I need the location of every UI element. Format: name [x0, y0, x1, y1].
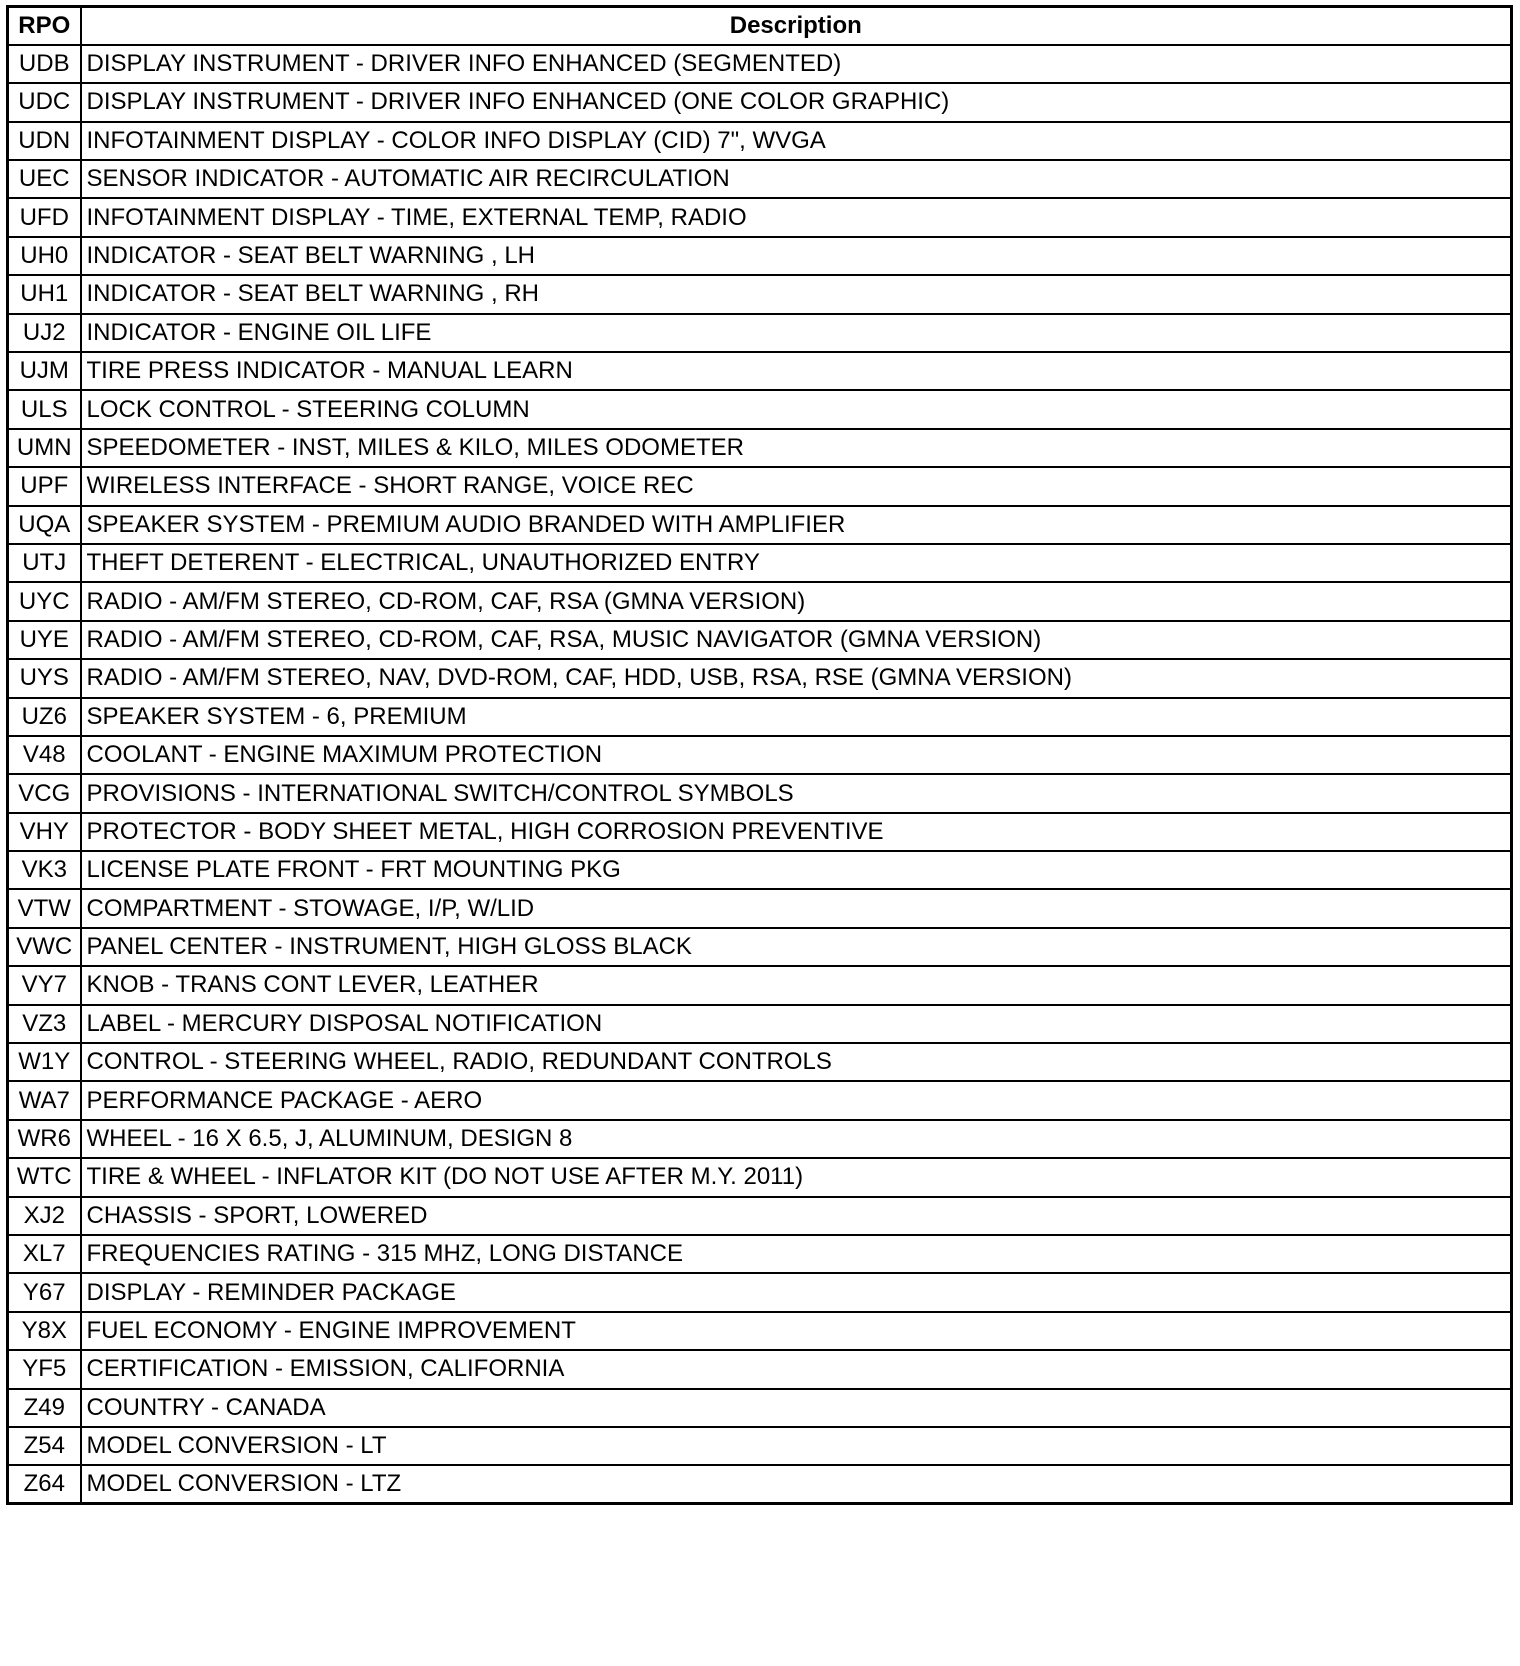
rpo-code-cell: WA7 — [8, 1081, 81, 1119]
description-cell: COUNTRY - CANADA — [81, 1389, 1512, 1427]
table-row — [8, 122, 1512, 160]
rpo-code-cell: UYE — [8, 621, 81, 659]
table-row — [8, 544, 1512, 582]
rpo-code-cell: UQA — [8, 506, 81, 544]
table-row — [8, 889, 1512, 927]
description-cell: MODEL CONVERSION - LT — [81, 1427, 1512, 1465]
table-row — [8, 314, 1512, 352]
description-cell: COMPARTMENT - STOWAGE, I/P, W/LID — [81, 889, 1512, 927]
table-row — [8, 1081, 1512, 1119]
rpo-code-cell: WTC — [8, 1158, 81, 1196]
rpo-code-cell: XJ2 — [8, 1197, 81, 1235]
table-row — [8, 1043, 1512, 1081]
table-row — [8, 390, 1512, 428]
header-rpo: RPO — [8, 7, 81, 45]
description-cell: SPEEDOMETER - INST, MILES & KILO, MILES ODOMETER — [81, 429, 1512, 467]
description-cell: DISPLAY INSTRUMENT - DRIVER INFO ENHANCED (SEGMENTED) — [81, 45, 1512, 83]
description-cell: LABEL - MERCURY DISPOSAL NOTIFICATION — [81, 1005, 1512, 1043]
description-cell: RADIO - AM/FM STEREO, CD-ROM, CAF, RSA, MUSIC NAVIGATOR (GMNA VERSION) — [81, 621, 1512, 659]
table-body — [8, 45, 1512, 1504]
description-cell: LOCK CONTROL - STEERING COLUMN — [81, 390, 1512, 428]
table-row — [8, 275, 1512, 313]
description-cell: CONTROL - STEERING WHEEL, RADIO, REDUNDANT CONTROLS — [81, 1043, 1512, 1081]
rpo-code-cell: UDC — [8, 83, 81, 121]
rpo-code-cell: UFD — [8, 198, 81, 236]
rpo-code-cell: UMN — [8, 429, 81, 467]
table-row — [8, 621, 1512, 659]
table-row — [8, 1235, 1512, 1273]
table-row — [8, 1389, 1512, 1427]
rpo-code-cell: UDN — [8, 122, 81, 160]
rpo-code-cell: WR6 — [8, 1120, 81, 1158]
table-row — [8, 1197, 1512, 1235]
description-cell: INDICATOR - SEAT BELT WARNING , RH — [81, 275, 1512, 313]
description-cell: WHEEL - 16 X 6.5, J, ALUMINUM, DESIGN 8 — [81, 1120, 1512, 1158]
description-cell: RADIO - AM/FM STEREO, CD-ROM, CAF, RSA (GMNA VERSION) — [81, 582, 1512, 620]
table-row — [8, 698, 1512, 736]
table-row — [8, 429, 1512, 467]
description-cell: DISPLAY INSTRUMENT - DRIVER INFO ENHANCED (ONE COLOR GRAPHIC) — [81, 83, 1512, 121]
rpo-code-cell: V48 — [8, 736, 81, 774]
rpo-code-cell: YF5 — [8, 1350, 81, 1388]
rpo-code-cell: VTW — [8, 889, 81, 927]
rpo-code-cell: VHY — [8, 813, 81, 851]
table-row — [8, 966, 1512, 1004]
rpo-code-cell: Y8X — [8, 1312, 81, 1350]
table-row — [8, 1273, 1512, 1311]
rpo-code-cell: UH0 — [8, 237, 81, 275]
description-cell: INFOTAINMENT DISPLAY - COLOR INFO DISPLAY (CID) 7", WVGA — [81, 122, 1512, 160]
rpo-code-cell: VWC — [8, 928, 81, 966]
description-cell: COOLANT - ENGINE MAXIMUM PROTECTION — [81, 736, 1512, 774]
description-cell: CHASSIS - SPORT, LOWERED — [81, 1197, 1512, 1235]
description-cell: THEFT DETERENT - ELECTRICAL, UNAUTHORIZED ENTRY — [81, 544, 1512, 582]
table-row — [8, 467, 1512, 505]
description-cell: FUEL ECONOMY - ENGINE IMPROVEMENT — [81, 1312, 1512, 1350]
table-row — [8, 506, 1512, 544]
table-row — [8, 1005, 1512, 1043]
description-cell: FREQUENCIES RATING - 315 MHZ, LONG DISTANCE — [81, 1235, 1512, 1273]
rpo-code-cell: VZ3 — [8, 1005, 81, 1043]
table-row — [8, 1158, 1512, 1196]
table-row — [8, 774, 1512, 812]
rpo-code-cell: XL7 — [8, 1235, 81, 1273]
description-cell: LICENSE PLATE FRONT - FRT MOUNTING PKG — [81, 851, 1512, 889]
rpo-code-cell: VCG — [8, 774, 81, 812]
table-row — [8, 1312, 1512, 1350]
description-cell: SENSOR INDICATOR - AUTOMATIC AIR RECIRCULATION — [81, 160, 1512, 198]
table-row — [8, 237, 1512, 275]
table-row — [8, 928, 1512, 966]
rpo-code-cell: Z64 — [8, 1465, 81, 1503]
description-cell: INDICATOR - SEAT BELT WARNING , LH — [81, 237, 1512, 275]
description-cell: TIRE PRESS INDICATOR - MANUAL LEARN — [81, 352, 1512, 390]
table-row — [8, 1427, 1512, 1465]
table-row — [8, 198, 1512, 236]
rpo-code-cell: ULS — [8, 390, 81, 428]
description-cell: PROVISIONS - INTERNATIONAL SWITCH/CONTROL SYMBOLS — [81, 774, 1512, 812]
table-row — [8, 83, 1512, 121]
table-row — [8, 1120, 1512, 1158]
table-row — [8, 736, 1512, 774]
table-header-row — [8, 7, 1512, 45]
description-cell: TIRE & WHEEL - INFLATOR KIT (DO NOT USE AFTER M.Y. 2011) — [81, 1158, 1512, 1196]
table-row — [8, 813, 1512, 851]
description-cell: WIRELESS INTERFACE - SHORT RANGE, VOICE REC — [81, 467, 1512, 505]
table-row — [8, 582, 1512, 620]
rpo-code-cell: W1Y — [8, 1043, 81, 1081]
rpo-code-cell: UEC — [8, 160, 81, 198]
table-row — [8, 352, 1512, 390]
table-row — [8, 1350, 1512, 1388]
rpo-code-cell: UZ6 — [8, 698, 81, 736]
table-row — [8, 659, 1512, 697]
table-row — [8, 1465, 1512, 1503]
table-row — [8, 45, 1512, 83]
rpo-code-cell: UYC — [8, 582, 81, 620]
rpo-code-cell: UDB — [8, 45, 81, 83]
description-cell: INDICATOR - ENGINE OIL LIFE — [81, 314, 1512, 352]
rpo-code-cell: UH1 — [8, 275, 81, 313]
description-cell: CERTIFICATION - EMISSION, CALIFORNIA — [81, 1350, 1512, 1388]
rpo-code-cell: UYS — [8, 659, 81, 697]
table-row — [8, 160, 1512, 198]
description-cell: MODEL CONVERSION - LTZ — [81, 1465, 1512, 1503]
rpo-description-table — [6, 5, 1513, 1505]
rpo-code-cell: VY7 — [8, 966, 81, 1004]
description-cell: INFOTAINMENT DISPLAY - TIME, EXTERNAL TEMP, RADIO — [81, 198, 1512, 236]
header-description: Description — [81, 7, 1512, 45]
rpo-code-cell: VK3 — [8, 851, 81, 889]
description-cell: RADIO - AM/FM STEREO, NAV, DVD-ROM, CAF, HDD, USB, RSA, RSE (GMNA VERSION) — [81, 659, 1512, 697]
rpo-code-cell: UJ2 — [8, 314, 81, 352]
description-cell: PROTECTOR - BODY SHEET METAL, HIGH CORROSION PREVENTIVE — [81, 813, 1512, 851]
rpo-code-cell: Z54 — [8, 1427, 81, 1465]
description-cell: SPEAKER SYSTEM - 6, PREMIUM — [81, 698, 1512, 736]
rpo-code-cell: Y67 — [8, 1273, 81, 1311]
rpo-code-cell: UTJ — [8, 544, 81, 582]
rpo-code-cell: UJM — [8, 352, 81, 390]
description-cell: DISPLAY - REMINDER PACKAGE — [81, 1273, 1512, 1311]
table-row — [8, 851, 1512, 889]
description-cell: PERFORMANCE PACKAGE - AERO — [81, 1081, 1512, 1119]
description-cell: KNOB - TRANS CONT LEVER, LEATHER — [81, 966, 1512, 1004]
rpo-code-cell: UPF — [8, 467, 81, 505]
rpo-code-cell: Z49 — [8, 1389, 81, 1427]
description-cell: PANEL CENTER - INSTRUMENT, HIGH GLOSS BLACK — [81, 928, 1512, 966]
description-cell: SPEAKER SYSTEM - PREMIUM AUDIO BRANDED WITH AMPLIFIER — [81, 506, 1512, 544]
